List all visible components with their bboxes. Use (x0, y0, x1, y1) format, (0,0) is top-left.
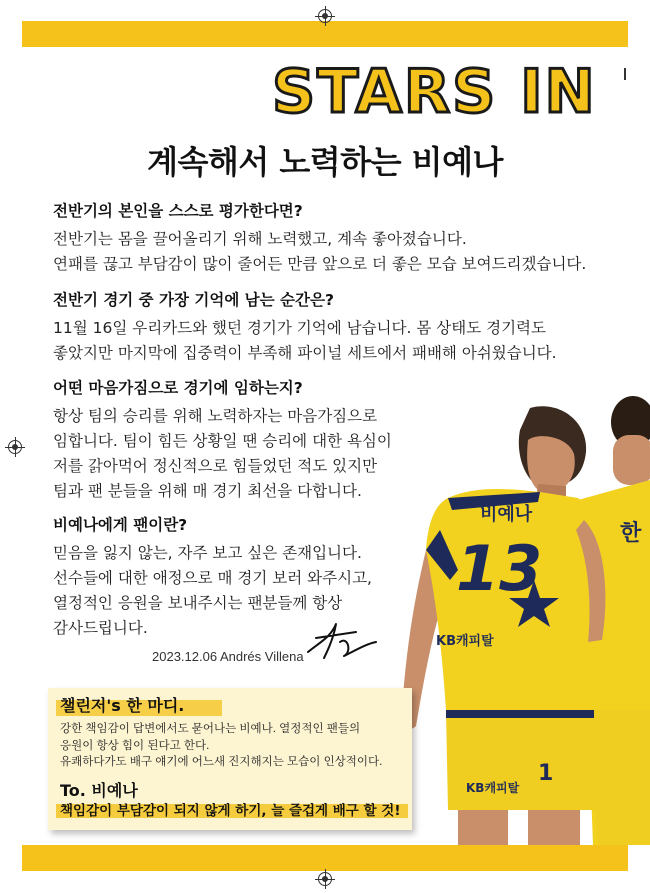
challenger-line: 유쾌하다가도 배구 얘기에 어느새 진지해지는 모습이 인상적이다. (60, 756, 383, 768)
question: 전반기의 본인을 스스로 평가한다면? (53, 202, 303, 220)
shorts-waistband (446, 710, 594, 718)
answer-line: 믿음을 잃지 않는, 자주 보고 싶은 존재입니다. (53, 544, 362, 562)
jersey-sponsor: KB캐피탈 (436, 634, 494, 649)
player-photo (388, 380, 650, 845)
answer-line: 전반기는 몸을 끌어올리기 위해 노력했고, 계속 좋아졌습니다. (53, 230, 467, 248)
teammate-shorts (588, 710, 650, 845)
player-illustration (388, 380, 650, 845)
registration-mark-left (8, 440, 22, 454)
question: 전반기 경기 중 가장 기억에 남는 순간은? (53, 291, 334, 309)
answer-line: 감사드립니다. (53, 619, 148, 637)
crop-mark (624, 68, 626, 80)
qa-section-3 (53, 377, 413, 504)
qa-section-1 (53, 200, 613, 277)
shorts-number: 1 (538, 761, 554, 786)
question: 어떤 마음가짐으로 경기에 임하는지? (53, 379, 303, 397)
answer-line: 팀과 팬 분들을 위해 매 경기 최선을 다합니다. (53, 482, 362, 500)
player-left-leg (458, 810, 508, 845)
to-message: 책임감이 부담감이 되지 않게 하기, 늘 즐겁게 배구 할 것! (60, 803, 401, 819)
jersey-name: 비예나 (480, 504, 533, 525)
answer-line: 열정적인 응원을 보내주시는 팬분들께 항상 (53, 594, 343, 612)
answer-line: 11월 16일 우리카드와 했던 경기가 기억에 남습니다. 몸 상태도 경기력도 (53, 319, 546, 337)
stars-in-logo: STARS IN (272, 57, 597, 127)
teammate-head (613, 435, 650, 485)
registration-mark-top (318, 9, 332, 23)
teammate-name-fragment: 한 (620, 521, 642, 546)
answer-line: 선수들에 대한 애정으로 매 경기 보러 와주시고, (53, 569, 372, 587)
qa-section-2 (53, 289, 613, 366)
jersey-number: 13 (456, 532, 543, 605)
answer-line: 좋았지만 마지막에 집중력이 부족해 파이널 세트에서 패배해 아쉬웠습니다. (53, 344, 557, 362)
player-right-leg (528, 810, 580, 845)
question: 비예나에게 팬이란? (53, 516, 188, 534)
page-title: 계속해서 노력하는 비예나 (147, 143, 503, 181)
signature-image (300, 612, 380, 666)
challenger-body (60, 721, 410, 771)
answer-line: 항상 팀의 승리를 위해 노력하자는 마음가짐으로 (53, 407, 378, 425)
to-heading: To. 비예나 (60, 781, 138, 800)
bottom-yellow-band (22, 845, 628, 871)
shorts-sponsor: KB캐피탈 (466, 781, 520, 795)
answer-line: 저를 갉아먹어 정신적으로 힘들었던 적도 있지만 (53, 457, 378, 475)
answer-line: 임합니다. 팀이 힘든 상황일 땐 승리에 대한 욕심이 (53, 432, 392, 450)
answer-line: 연패를 끊고 부담감이 많이 줄어든 만큼 앞으로 더 좋은 모습 보여드리겠습니다. (53, 255, 587, 273)
challenger-line: 응원이 항상 힘이 된다고 한다. (60, 739, 210, 752)
registration-mark-bottom (318, 872, 332, 886)
player-shorts (446, 710, 598, 810)
signature-date-line: 2023.12.06 Andrés Villena (152, 649, 304, 664)
challenger-line: 강한 책임감이 답변에서도 묻어나는 비예나. 열정적인 팬들의 (60, 723, 361, 735)
challenger-heading: 챌린저's 한 마디. (60, 696, 185, 715)
